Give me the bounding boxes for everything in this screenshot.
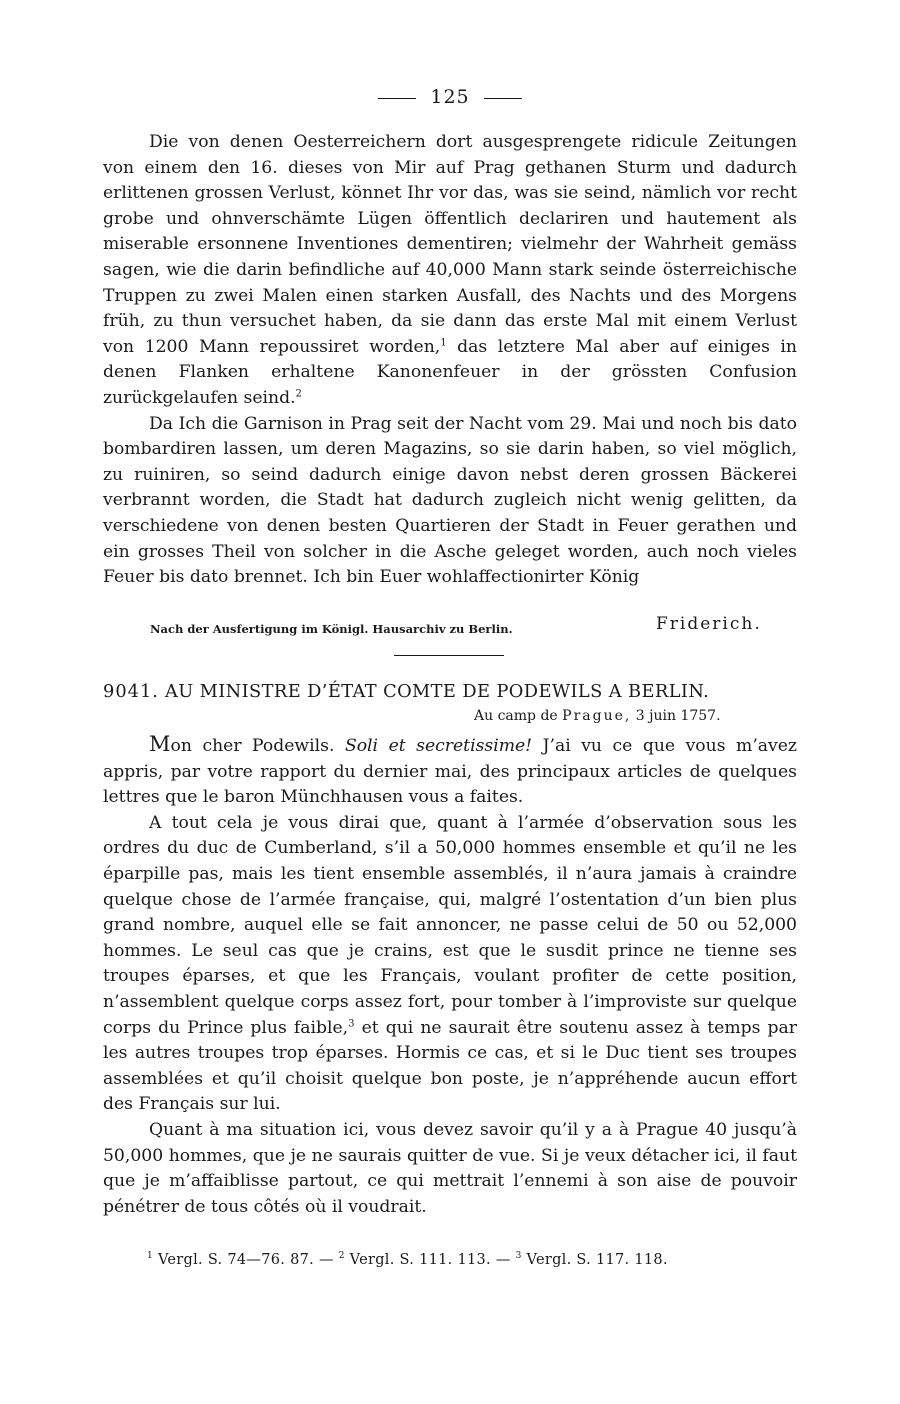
letter-number: 9041. (103, 681, 159, 702)
salutation-italic: Soli et secretissime! (344, 736, 533, 756)
section-divider (394, 655, 504, 656)
letter2-p2-text-a: A tout cela je vous dirai que, quant à l’armée d’observation sous les ordres du duc de Cumberland, s’il a 50,000 hommes ensemble et qu’il ne les éparpille pas, mais les tient ensemble assemblés, il n’aura jamais à craindre quelque chose de l’armée française, qui, malgré l’ostentation d’un bien plus grand nombre, auquel elle se fait annoncer, ne passe celui de 50 ou 52,000 hommes. Le seul cas que je crains, est que le susdit prince ne tienne ses troupes éparses, et que les Français, voulant profiter de cette position, n’assemblent quelque corps assez fort, pour tomber à l’improviste sur quelque corps du Prince plus faible, (103, 812, 797, 1038)
letter2-paragraph-1 (103, 732, 797, 811)
footnote-ref-1: 1 (440, 337, 447, 349)
footnote-ref-3: 3 (348, 1017, 355, 1029)
dateline-prefix: Au camp de (474, 708, 558, 724)
source-note: Nach der Ausfertigung im Königl. Hausarchiv zu Berlin. (150, 622, 513, 636)
letter2-paragraph-3: Quant à ma situation ici, vous devez savoir qu’il y a à Prague 40 jusqu’à 50,000 hommes, que je ne saurais quitter de vue. Si je veux détacher ici, il faut que je m’affaiblisse partout, ce qui mettrait l’ennemi à son aise de pouvoir pénétrer de tous côtés où il voudrait. (103, 1119, 797, 1217)
letter1-paragraph-1 (103, 130, 797, 412)
letter2-body (103, 732, 797, 1220)
letter2-paragraph-2 (103, 811, 797, 1118)
letter-heading (103, 681, 803, 702)
letter-title: AU MINISTRE D’ÉTAT COMTE DE PODEWILS A BERLIN. (164, 681, 710, 702)
letter1-p1-text: Die von denen Oesterreichern dort ausgesprengete ridicule Zeitungen von einem den 16. dieses von Mir auf Prag gethanen Sturm und dadurch erlittenen grossen Verlust, könnet Ihr vor das, was sie seind, nämlich vor recht grobe und ohnverschämte Lügen öffentlich declariren und hautement als miserable ersonnene Inventiones dementiren; vielmehr der Wahrheit gemäss sagen, wie die darin befindliche auf 40,000 Mann stark seinde österreichische Truppen zu zwei Malen einen starken Ausfall, des Nachts und des Morgens früh, zu thun versuchet haben, da sie dann das erste Mal mit einem Verlust von 1200 Mann repoussiret worden, (103, 132, 797, 357)
letter1-body (103, 130, 797, 591)
letter1-p1-mid: das letztere Mal aber auf einiges in denen Flanken erhaltene Kanonenfeuer in der grössten Confusion zurückgelaufen seind. (103, 336, 797, 408)
page-number-dash-right (484, 98, 522, 99)
dateline-date: 3 juin 1757. (635, 708, 721, 724)
dateline-place: Prague, (562, 708, 632, 724)
footnote-3-marker: 3 (515, 1251, 522, 1262)
salutation: on cher Podewils. (170, 736, 335, 756)
footnote-2-text: Vergl. S. 111. 113. — (349, 1252, 511, 1268)
footnotes (147, 1252, 797, 1268)
salutation-initial: M (149, 732, 171, 756)
dateline (474, 708, 721, 724)
letter2-p2-text-b: et qui ne saurait être soutenu assez à temps par les autres troupes trop éparses. Hormis ce cas, et si le Duc tient ses troupes assemblées et qu’il choisit quelque bon poste, je n’appréhende aucun effort des Français sur lui. (103, 1017, 798, 1115)
letter2-p1-text: J’ai vu ce que vous m’avez appris, par votre rapport du dernier mai, des principaux articles de quelques lettres que le baron Münchhausen vous a faites. (103, 736, 797, 808)
footnote-3-text: Vergl. S. 117. 118. (526, 1252, 668, 1268)
footnote-1-marker: 1 (147, 1251, 154, 1262)
page-number-text: 125 (430, 86, 470, 108)
footnote-ref-2: 2 (295, 388, 302, 400)
page-number-dash-left (378, 98, 416, 99)
footnote-1-text: Vergl. S. 74—76. 87. — (157, 1252, 334, 1268)
signature: Friderich. (656, 614, 762, 634)
footnote-2-marker: 2 (338, 1251, 345, 1262)
letter1-paragraph-2: Da Ich die Garnison in Prag seit der Nacht vom 29. Mai und noch bis dato bombardiren lassen, um deren Magazins, so sie darin haben, so viel möglich, zu ruiniren, so seind dadurch einige davon nebst deren grossen Bäckerei verbrannt worden, die Stadt hat dadurch zugleich nicht wenig gelitten, da verschiedene von denen besten Quartieren der Stadt in Feuer gerathen und ein grosses Theil von solcher in die Asche geleget worden, auch noch vieles Feuer bis dato brennet. Ich bin Euer wohlaffectionirter König (103, 413, 797, 588)
page-number (0, 86, 900, 108)
